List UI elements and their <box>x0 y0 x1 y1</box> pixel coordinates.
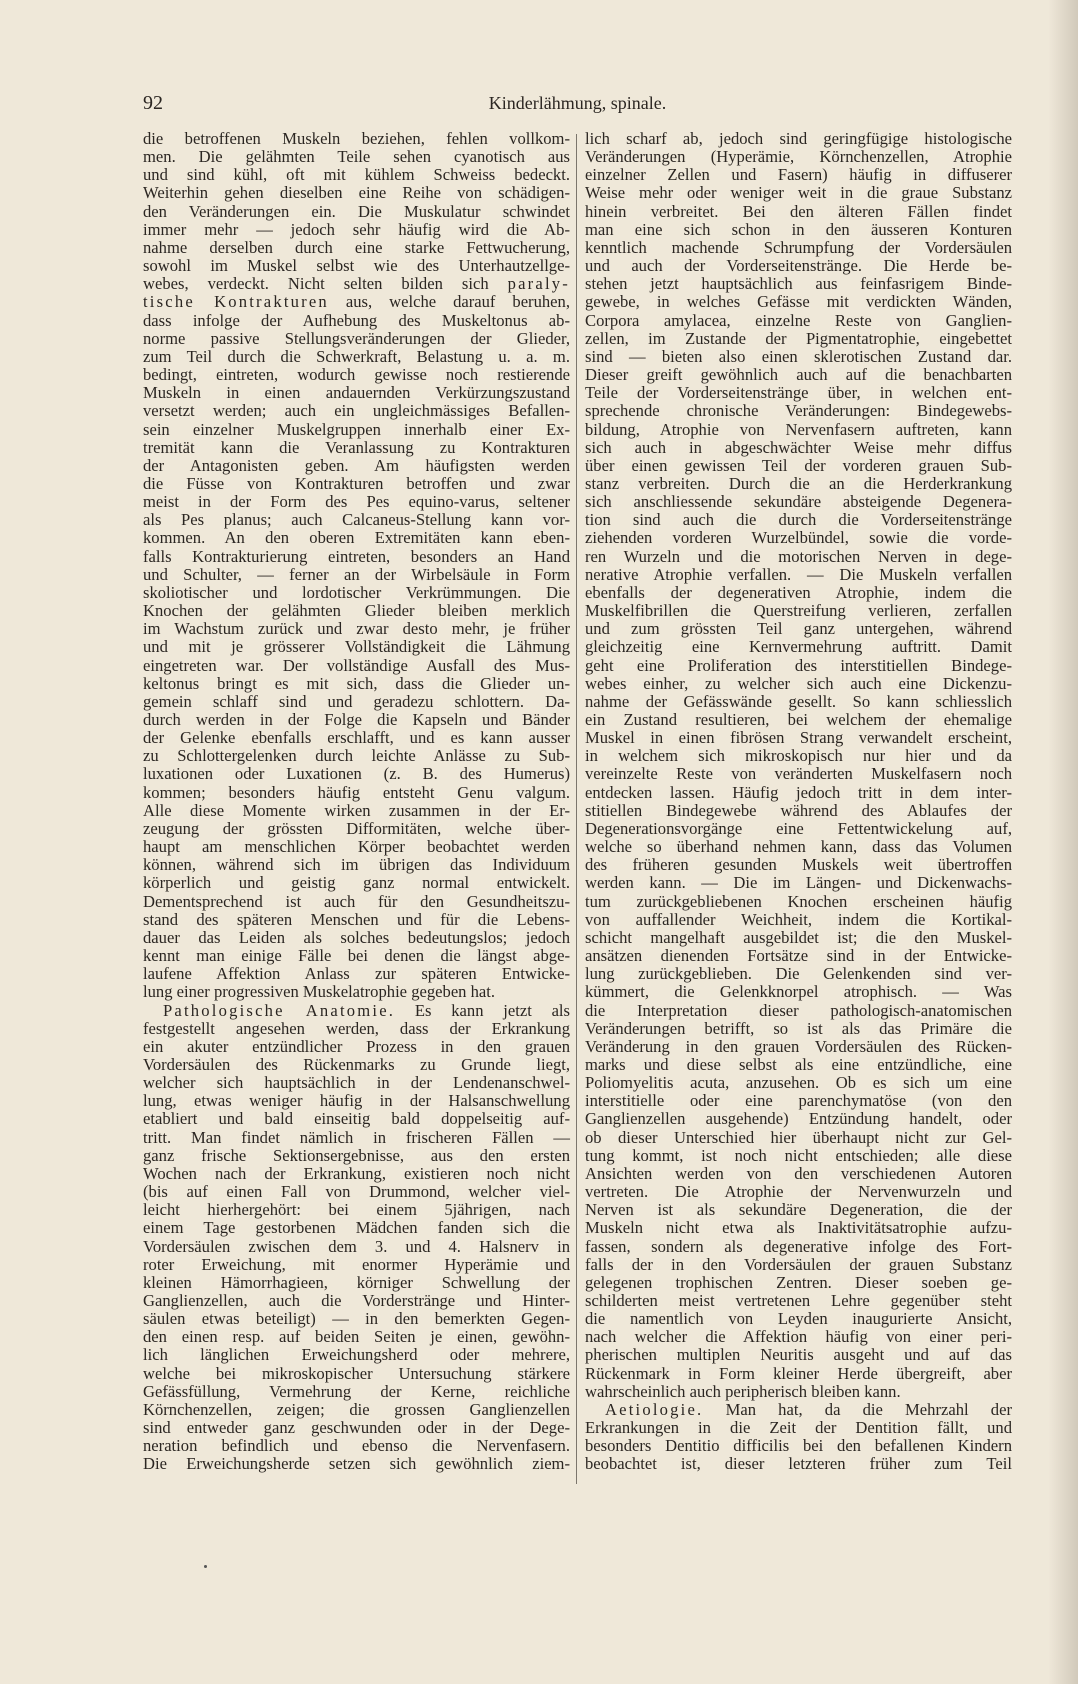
text-line: Degenerationsvorgänge eine Fettentwickelung auf, <box>585 818 1012 838</box>
text-line: luxationen oder Luxationen (z. B. des Humerus) <box>143 764 570 784</box>
text-segment: Es kann jetzt als <box>395 1000 570 1020</box>
text-line: Veränderungen betrifft, so ist als das Primäre die <box>585 1018 1012 1038</box>
text-line: der Gelenke ebenfalls erschlafft, und es kann ausser <box>143 728 570 748</box>
spaced-emphasis: paraly- <box>507 274 570 294</box>
text-line: haupt am menschlichen Körper beobachtet werden <box>143 837 570 857</box>
text-line: fassen, sondern als degenerative infolge des Fort- <box>585 1236 1012 1256</box>
text-line: gemein schlaff sind und geradezu schlottern. Da- <box>143 691 570 711</box>
text-line: Weiterhin gehen dieselben eine Reihe von schädigen- <box>143 183 570 203</box>
text-line: Gefässfüllung, Vermehrung der Kerne, reichliche <box>143 1381 570 1401</box>
text-line: und mit je grösserer Vollständigkeit die Lähmung <box>143 637 570 657</box>
text-line: von auffallender Weichheit, indem die Kortikal- <box>585 909 1012 929</box>
scan-speck <box>204 1565 207 1568</box>
text-line: stand des späteren Menschen und für die Lebens- <box>143 909 570 929</box>
page-number: 92 <box>143 92 163 114</box>
text-line: tung kommt, ist noch nicht entschieden; alle diese <box>585 1145 1012 1165</box>
text-line: kennt man einige Fälle bei denen die längst abge- <box>143 946 570 966</box>
text-line: der Antagonisten geben. Am häufigsten werden <box>143 455 570 475</box>
text-line: Poliomyelitis acuta, anzusehen. Ob es sich um eine <box>585 1073 1012 1093</box>
text-line: man eine sich schon in den äusseren Konturen <box>585 219 1012 239</box>
text-line: entdecken lassen. Häufig jedoch tritt in dem inter- <box>585 782 1012 802</box>
text-line: eingetreten war. Der vollständige Ausfall des Mus- <box>143 655 570 675</box>
page-edge-shadow <box>1048 0 1078 1684</box>
text-line <box>143 275 570 293</box>
text-line: Muskeln in einen andauernden Verkürzungszustand <box>143 383 570 403</box>
text-line: pherischen multiplen Neuritis ausgeht und auf das <box>585 1345 1012 1365</box>
spaced-emphasis: Pathologische Anatomie. <box>163 1000 396 1020</box>
text-line: dass infolge der Aufhebung des Muskeltonus ab- <box>143 310 570 330</box>
text-line: tum zurückgebliebenen Knochen erscheinen häufig <box>585 891 1012 911</box>
text-line: ob dieser Unterschied hier überhaupt nicht zur Gel- <box>585 1127 1012 1147</box>
text-line: Muskeln nicht etwa als Inaktivitätsatrophie aufzu- <box>585 1218 1012 1238</box>
text-line: wahrscheinlich auch peripherisch bleiben kann. <box>585 1381 901 1401</box>
text-line: vereinzelte Reste von veränderten Muskelfasern noch <box>585 764 1012 784</box>
text-line: versetzt werden; auch ein ungleichmässiges Befallen- <box>143 401 570 421</box>
text-line: Erkrankungen in die Zeit der Dentition fällt, und <box>585 1418 1012 1438</box>
text-line: einem Tage gestorbenen Mädchen fanden sich die <box>143 1218 570 1238</box>
text-segment: Man hat, da die Mehrzahl der <box>703 1399 1012 1419</box>
text-line: kleinen Hämorrhagieen, körniger Schwellung der <box>143 1272 570 1292</box>
text-line: men. Die gelähmten Teile sehen cyanotisch aus <box>143 147 570 167</box>
text-line: säulen etwas beteiligt) — in den bemerkten Gegen- <box>143 1309 570 1329</box>
text-line: Weise mehr oder weniger weit in die graue Substanz <box>585 183 1012 203</box>
text-line: dauer das Leiden als solches bedeutungslos; jedoch <box>143 927 570 947</box>
text-line: gelegenen trophischen Zentren. Dieser soeben ge- <box>585 1272 1012 1292</box>
text-line: die betroffenen Muskeln beziehen, fehlen vollkom- <box>143 129 570 148</box>
text-line: sind — bieten also einen sklerotischen Zustand dar. <box>585 346 1012 366</box>
text-line: festgestellt angesehen werden, dass der Erkrankung <box>143 1018 570 1038</box>
text-line: falls Kontrakturierung eintreten, besonders an Hand <box>143 546 570 566</box>
text-line: tion sind auch die durch die Vorderseitenstränge <box>585 510 1012 530</box>
text-line: marks und diese selbst als eine entzündliche, eine <box>585 1054 1012 1074</box>
text-line: welche bei mikroskopischer Untersuchung stärkere <box>143 1363 570 1383</box>
text-line <box>585 1401 1012 1419</box>
text-line: zellen, im Zustande der Pigmentatrophie, eingebettet <box>585 328 1012 348</box>
text-line: hinein verbreitet. Bei den älteren Fällen findet <box>585 201 1012 221</box>
text-line: etabliert und bald einseitig bald doppelseitig auf- <box>143 1109 570 1129</box>
text-line <box>143 1002 570 1020</box>
text-line: gleichzeitig eine Kernvermehrung auftritt. Damit <box>585 637 1012 657</box>
text-line: nach welcher die Affektion häufig von einer peri- <box>585 1327 1012 1347</box>
text-line: Teile der Vorderseitenstränge über, in welchen ent- <box>585 383 1012 403</box>
text-line: welche so überhand nehmen kann, dass das Volumen <box>585 837 1012 857</box>
text-line: roter Erweichung, mit enormer Hyperämie und <box>143 1254 570 1274</box>
text-line: zeugung der grössten Difformitäten, welche über- <box>143 818 570 838</box>
text-line: und auch der Vorderseitenstränge. Die Herde be- <box>585 256 1012 276</box>
text-line: ebenfalls der degenerativen Atrophie, indem die <box>585 582 1012 602</box>
text-line: bedingt, eintreten, wodurch gewisse noch restierende <box>143 365 570 385</box>
text-line: tremität kann die Veranlassung zu Kontrakturen <box>143 437 570 457</box>
text-line: ganz frische Sektionsergebnisse, aus den ersten <box>143 1145 570 1165</box>
text-line: den Veränderungen ein. Die Muskulatur schwindet <box>143 201 570 221</box>
text-line: schilderten meist vertretenen Lehre gegenüber steht <box>585 1291 1012 1310</box>
text-line: skoliotischer und lordotischer Verkrümmungen. Die <box>143 582 570 602</box>
text-line: ein akuter entzündlicher Prozess in den grauen <box>143 1036 570 1056</box>
text-line: sprechende chronische Veränderungen: Bindegewebs- <box>585 401 1012 421</box>
text-line: sich anschliessende sekundäre absteigende Degenera- <box>585 492 1012 512</box>
text-line: des früheren gesunden Muskels weit übertroffen <box>585 855 1012 875</box>
text-line: stehen jetzt hauptsächlich aus feinfasrigem Binde- <box>585 274 1012 294</box>
text-line: neration befindlich und ebenso die Nervenfasern. <box>143 1436 570 1456</box>
text-line: sich auch in abgeschwächter Weise mehr diffus <box>585 437 1012 457</box>
text-line: als Pes planus; auch Calcaneus-Stellung kann vor- <box>143 510 570 530</box>
text-line: meist in der Form des Pes equino-varus, seltener <box>143 492 570 512</box>
text-line: Dieser greift gewöhnlich auch auf die benachbarten <box>585 365 1012 385</box>
spaced-emphasis: tische Kontrakturen <box>143 292 329 312</box>
page-header <box>143 92 1012 116</box>
text-line: nerative Atrophie verfallen. — Die Muskeln verfallen <box>585 564 1012 584</box>
text-line: Ganglienzellen ausgehende) Entzündung handelt, oder <box>585 1109 1012 1129</box>
text-line: kommen. An den oberen Extremitäten kann eben- <box>143 528 570 548</box>
text-line: Veränderung in den grauen Vordersäulen des Rücken- <box>585 1036 1012 1056</box>
text-line: leicht hierhergehört: bei einem 5jährigen, nach <box>143 1200 570 1220</box>
text-line: lung, etwas weniger häufig in der Halsanschwellung <box>143 1091 570 1111</box>
text-line: nahme der Gefässwände gesellt. So kann schliesslich <box>585 691 1012 711</box>
text-line: Ansichten werden von den verschiedenen Autoren <box>585 1163 1012 1183</box>
text-line: den einen resp. auf beiden Seiten je einen, gewöhn- <box>143 1327 570 1347</box>
right-column <box>585 130 1012 1474</box>
text-line: Veränderungen (Hyperämie, Körnchenzellen, Atrophie <box>585 147 1012 167</box>
text-line: lich länglichen Erweichungsherd oder mehrere, <box>143 1345 570 1365</box>
text-line: Dementsprechend ist auch für den Gesundheitszu- <box>143 891 570 911</box>
text-line <box>143 293 570 311</box>
text-line: sein einzelner Muskelgruppen innerhalb einer Ex- <box>143 419 570 439</box>
text-line: Alle diese Momente wirken zusammen in der Er- <box>143 800 570 820</box>
text-line: webes einher, zu welcher sich auch eine Dickenzu- <box>585 673 1012 693</box>
text-line: Körnchenzellen, zeigen; die grossen Ganglienzellen <box>143 1399 570 1419</box>
text-line: stanz verbreiten. Durch die an die Herderkrankung <box>585 473 1012 493</box>
text-line: sowohl im Muskel selbst wie des Unterhautzellge- <box>143 256 570 276</box>
text-line: Ganglienzellen, auch die Vorderstränge und Hinter- <box>143 1291 570 1310</box>
text-line: die Interpretation dieser pathologisch-anatomischen <box>585 1000 1012 1020</box>
spaced-emphasis: Aetiologie. <box>605 1399 704 1419</box>
text-line: kümmert, die Gelenkknorpel atrophisch. — Was <box>585 982 1012 1002</box>
text-line: Vordersäulen zwischen dem 3. und 4. Halsnerv in <box>143 1236 570 1256</box>
text-line: falls der in den Vordersäulen der grauen Substanz <box>585 1254 1012 1274</box>
text-line: über einen gewissen Teil der vorderen grauen Sub- <box>585 455 1012 475</box>
text-line: und zum grössten Teil ganz untergehen, während <box>585 619 1012 639</box>
text-line: ziehenden vorderen Wurzelbündel, sowie die vorde- <box>585 528 1012 548</box>
text-line: lung zurückgeblieben. Die Gelenkenden sind ver- <box>585 964 1012 984</box>
text-line: gewebe, in welches Gefässe mit verdickten Wänden, <box>585 292 1012 312</box>
text-line: keltonus bringt es mit sich, dass die Glieder un- <box>143 673 570 693</box>
text-line: stitiellen Bindegewebe während des Ablaufes der <box>585 800 1012 820</box>
column-rule <box>576 134 577 1484</box>
text-line: norme passive Stellungsveränderungen der Glieder, <box>143 328 570 348</box>
text-line: zum Teil durch die Schwerkraft, Belastung u. a. m. <box>143 346 570 366</box>
text-line: bildung, Atrophie von Nervenfasern auftreten, kann <box>585 419 1012 439</box>
text-line: ansätzen dienenden Fortsätze sind in der Entwicke- <box>585 946 1012 966</box>
text-line: kenntlich machende Schrumpfung der Vordersäulen <box>585 237 1012 257</box>
running-title: Kinderlähmung, spinale. <box>488 93 667 113</box>
text-line: und sind kühl, oft mit kühlem Schweiss bedeckt. <box>143 165 570 185</box>
text-line: Die Erweichungsherde setzen sich gewöhnlich ziem- <box>143 1454 570 1474</box>
text-line: interstitielle oder eine parenchymatöse (von den <box>585 1091 1012 1111</box>
text-line: ein Zustand resultieren, bei welchem der ehemalige <box>585 710 1012 729</box>
text-line: Corpora amylacea, einzelne Reste von Ganglien- <box>585 310 1012 330</box>
text-line: vertreten. Die Atrophie der Nervenwurzeln und <box>585 1182 1012 1202</box>
text-line: nahme derselben durch eine starke Fettwucherung, <box>143 237 570 257</box>
text-line: geht eine Proliferation des interstitiellen Bindege- <box>585 655 1012 675</box>
text-line: körperlich und geistig ganz normal entwickelt. <box>143 873 570 893</box>
text-line: sind entweder ganz geschwunden oder in der Dege- <box>143 1418 570 1438</box>
text-line: zu Schlottergelenken durch leichte Anlässe zu Sub- <box>143 746 570 766</box>
text-line: werden kann. — Die im Längen- und Dickenwachs- <box>585 873 1012 893</box>
text-line: beobachtet ist, dieser letzteren früher zum Teil <box>585 1454 1012 1474</box>
text-line: und Schulter, — ferner an der Wirbelsäule in Form <box>143 564 570 584</box>
text-line: Muskel in einen fibrösen Strang verwandelt erscheint, <box>585 728 1012 748</box>
text-segment: aus, welche darauf beruhen, <box>328 292 570 312</box>
text-segment: webes, verdeckt. Nicht selten bilden sich <box>143 274 508 294</box>
text-line: welcher sich hauptsächlich in der Lendenanschwel- <box>143 1073 570 1093</box>
text-line: immer mehr — jedoch sehr häufig wird die Ab- <box>143 219 570 239</box>
text-line: einzelner Zellen und Fasern) häufig in diffuserer <box>585 165 1012 185</box>
text-line: besonders Dentitio difficilis bei den befallenen Kindern <box>585 1436 1012 1456</box>
text-line: Nerven ist als sekundäre Degeneration, die der <box>585 1200 1012 1220</box>
text-line: (bis auf einen Fall von Drummond, welcher viel- <box>143 1182 570 1202</box>
text-line: laufene Affektion Anlass zur späteren Entwicke- <box>143 964 570 984</box>
text-line: ren Wurzeln und die motorischen Nerven in dege- <box>585 546 1012 566</box>
text-line: durch werden in der Folge die Kapseln und Bänder <box>143 710 570 729</box>
text-line: die namentlich von Leyden inaugurierte Ansicht, <box>585 1309 1012 1329</box>
text-line: lich scharf ab, jedoch sind geringfügige histologische <box>585 129 1012 148</box>
text-line: die Füsse von Kontrakturen betroffen und zwar <box>143 473 570 493</box>
left-column <box>143 130 570 1474</box>
text-line: in welchem sich mikroskopisch nur hier und da <box>585 746 1012 766</box>
text-line: schicht mangelhaft ausgebildet ist; die den Muskel- <box>585 927 1012 947</box>
text-line: Knochen der gelähmten Glieder bleiben merklich <box>143 601 570 621</box>
text-line: lung einer progressiven Muskelatrophie gegeben hat. <box>143 982 496 1002</box>
text-line: im Wachstum zurück und zwar desto mehr, je früher <box>143 619 570 639</box>
text-line: tritt. Man findet nämlich in frischeren Fällen — <box>143 1127 570 1147</box>
text-line: können, während sich im übrigen das Individuum <box>143 855 570 875</box>
text-line: kommen; besonders häufig entsteht Genu valgum. <box>143 782 570 802</box>
text-line: Muskelfibrillen die Querstreifung verlieren, zerfallen <box>585 601 1012 621</box>
text-line: Vordersäulen des Rückenmarks zu Grunde liegt, <box>143 1054 570 1074</box>
text-line: Rückenmark in Form kleiner Herde übergreift, aber <box>585 1363 1012 1383</box>
text-line: Wochen nach der Erkrankung, existieren noch nicht <box>143 1163 570 1183</box>
